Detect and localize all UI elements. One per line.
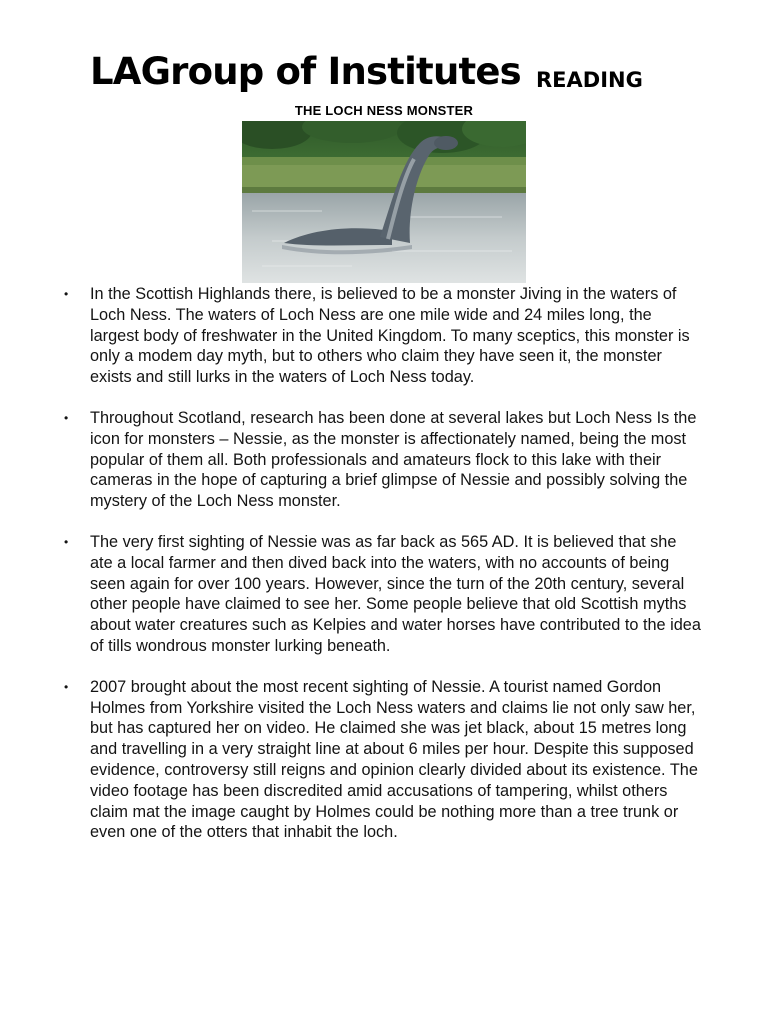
paragraph-text: 2007 brought about the most recent sighting of Nessie. A tourist named Gordon Holmes from Yorkshire visited the Loch Ness waters and claims lie not only saw her, but has captured her on video. He claimed she was jet black, about 15 metres long and travelling in a very straight line at about 6 miles per hour. Despite this supposed evidence, controversy still reigns and opinion clearly divided about its existence. The video footage has been discredited amid accusations of tampering, whilst others claim mat the image caught by Holmes could be nothing more than a tree trunk or even one of the otters that inhabit the loch. xyxy=(90,677,698,842)
paragraph-4 xyxy=(62,677,702,843)
bullet-icon: • xyxy=(64,410,69,425)
section-label: READING xyxy=(536,68,643,92)
bullet-icon: • xyxy=(64,287,69,301)
bullet-icon: • xyxy=(64,534,69,549)
document-header xyxy=(90,50,710,102)
paragraph-3 xyxy=(62,532,702,657)
paragraph-text: Throughout Scotland, research has been done at several lakes but Loch Ness Is the icon for monsters – Nessie, as the monster is affectionately named, being the most popular of them all. Both professionals and amateurs flock to this lake with their cameras in the hope of capturing a brief glimpse of Nessie and possibly solving the mystery of the Loch Ness monster. xyxy=(90,408,697,511)
bullet-icon: • xyxy=(64,679,69,694)
org-title: LAGroup of Institutes xyxy=(90,50,521,93)
paragraph-text: The very first sighting of Nessie was as far back as 565 AD. It is believed that she ate a local farmer and then dived back into the waters, with no accounts of being seen again for over 100 years. However, since the turn of the 20th century, several other people have claimed to see her. Some people believe that old Scottish myths about water creatures such as Kelpies and water horses have contributed to the idea of tills wondrous monster lurking beneath. xyxy=(90,532,701,655)
loch-ness-monster-photo xyxy=(242,121,526,283)
article-body xyxy=(62,284,702,863)
article-title: THE LOCH NESS MONSTER xyxy=(294,103,474,118)
paragraph-1 xyxy=(62,284,702,388)
paragraph-2 xyxy=(62,408,702,512)
paragraph-text: In the Scottish Highlands there, is believed to be a monster Jiving in the waters of Loch Ness. The waters of Loch Ness are one mile wide and 24 miles long, the largest body of freshwater in the United Kingdom. To many sceptics, this monster is only a modem day myth, but to others who claim they have seen it, the monster exists and still lurks in the waters of Loch Ness today. xyxy=(90,285,690,387)
